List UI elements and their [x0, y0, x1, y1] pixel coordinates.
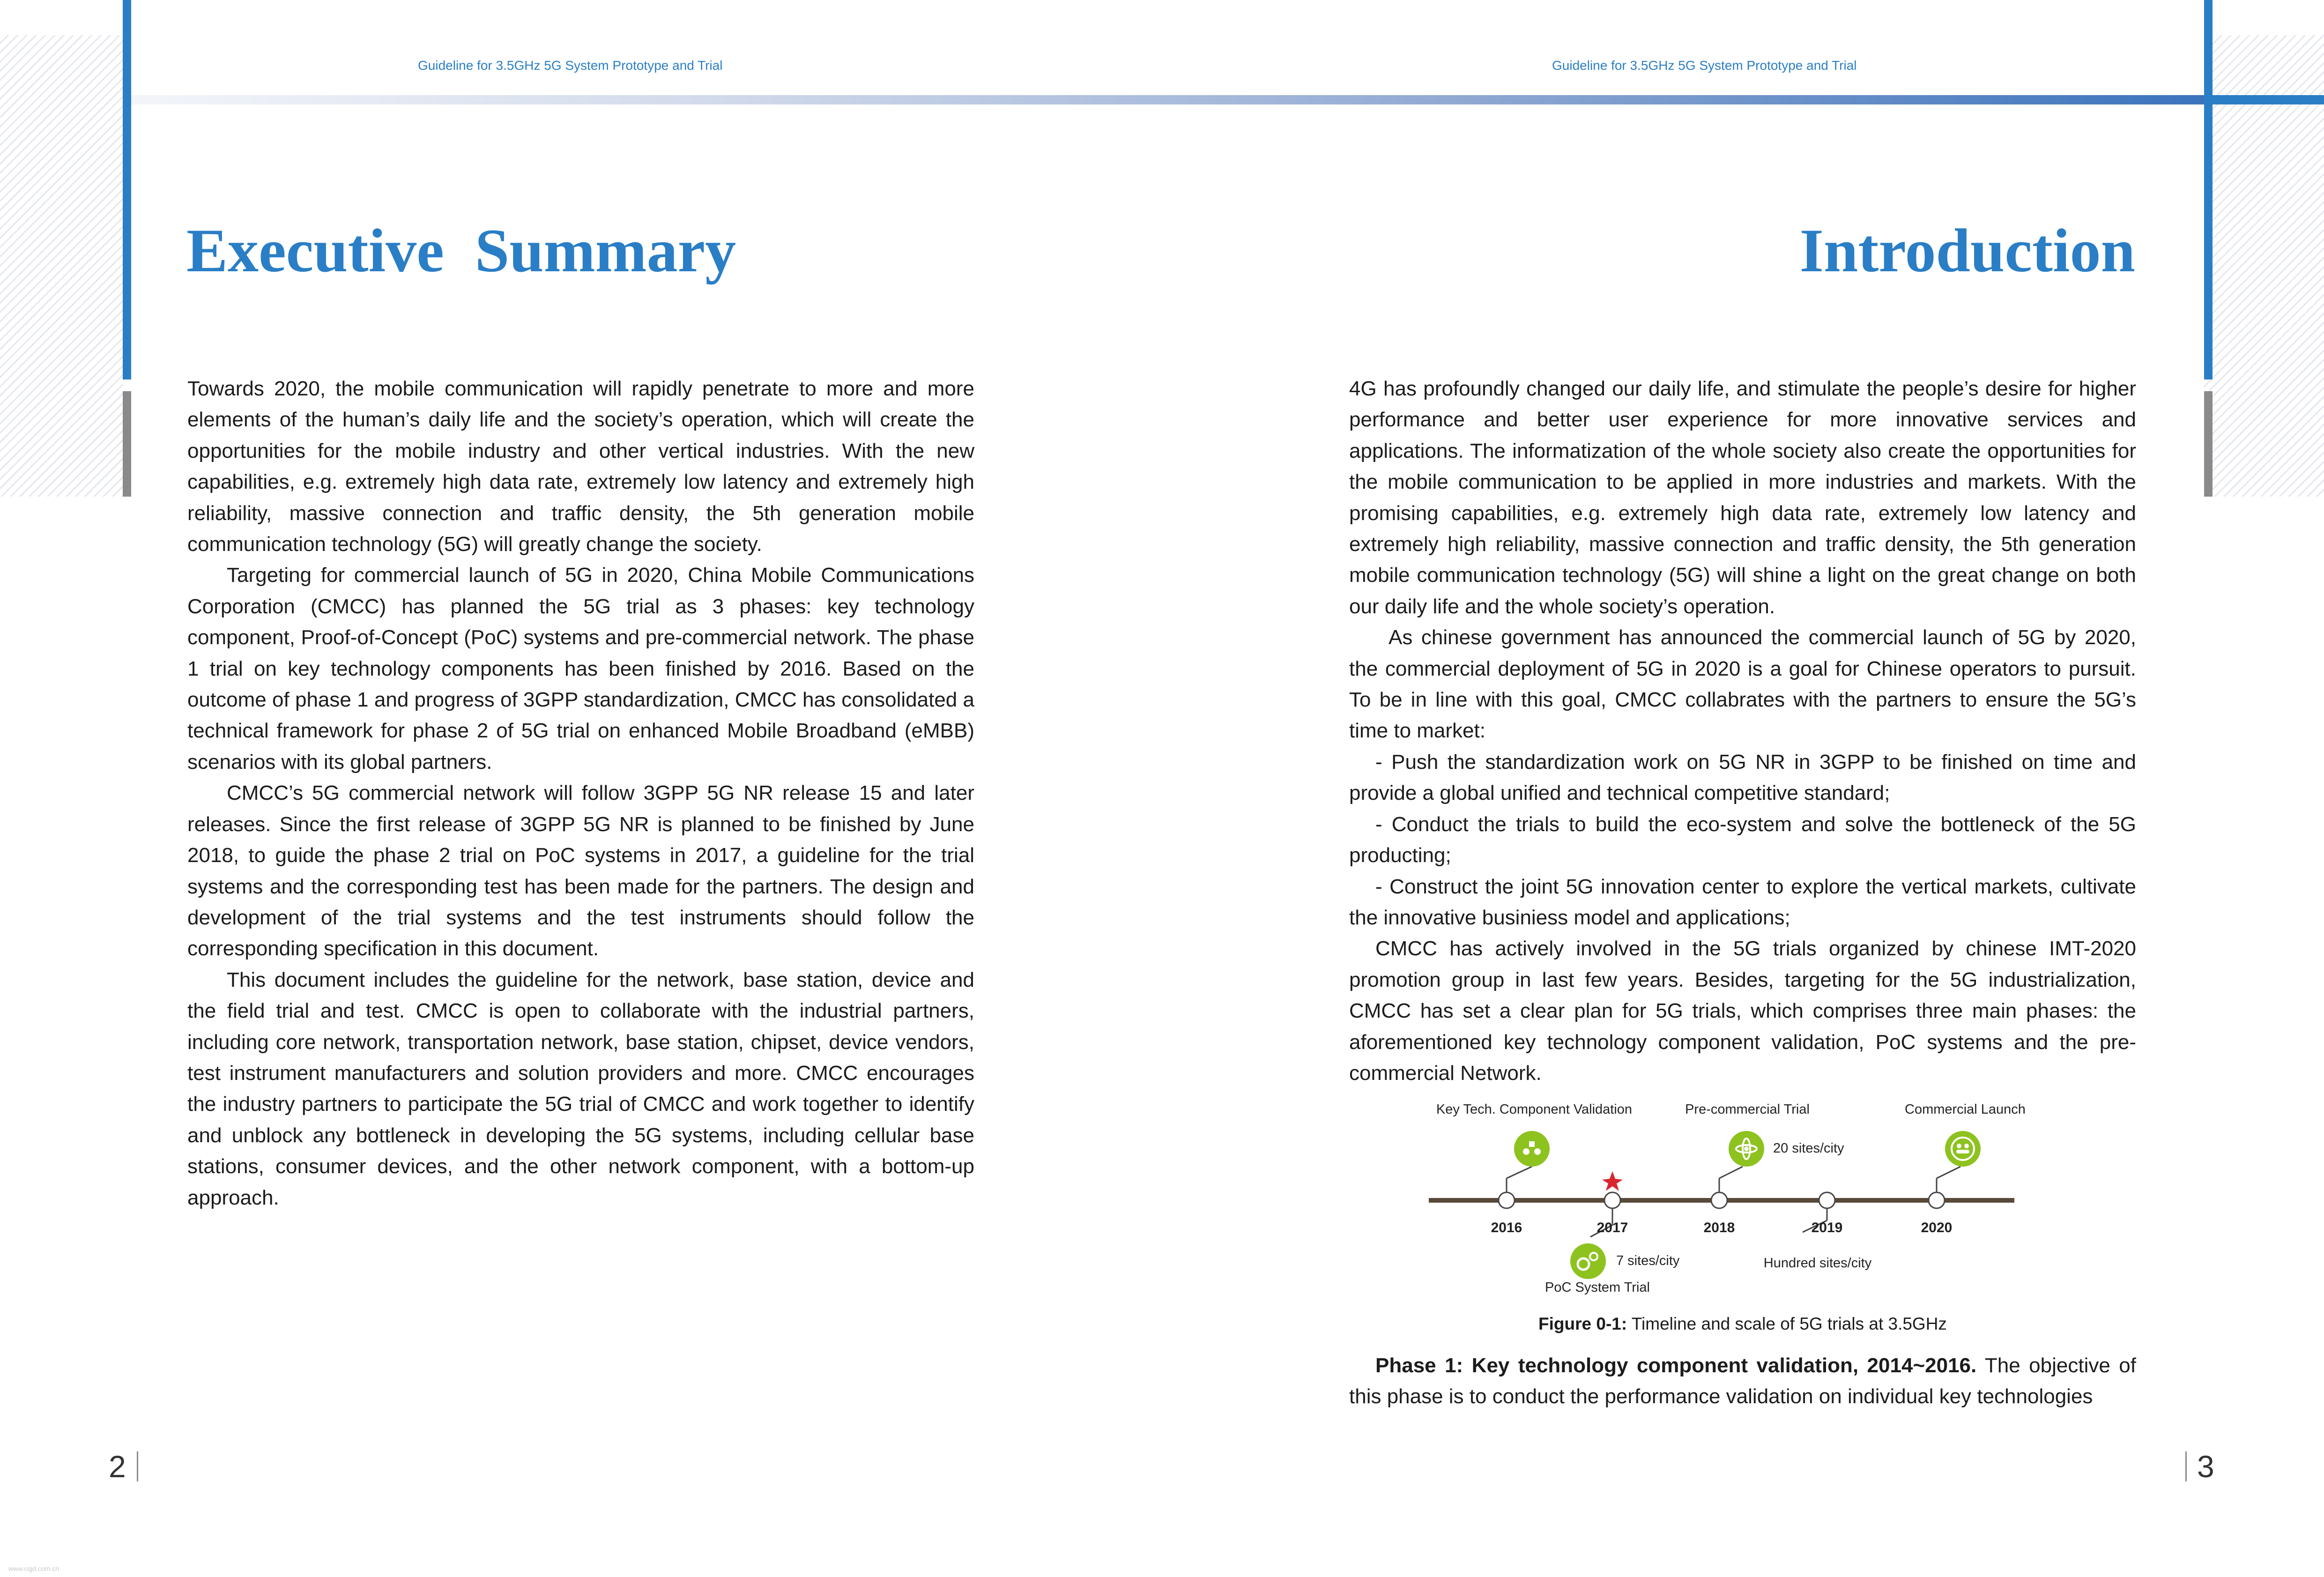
executive-summary-body	[187, 373, 974, 1213]
connector	[1937, 1167, 1960, 1178]
network-icon	[1514, 1131, 1550, 1167]
people-icon	[1945, 1131, 1981, 1167]
figure-label: Figure 0-1:	[1538, 1314, 1627, 1333]
star-icon	[1602, 1171, 1623, 1191]
timeline-label-key-tech: Key Tech. Component Validation	[1436, 1102, 1633, 1117]
header-gradient-band	[131, 95, 2204, 104]
year-label: 2019	[1811, 1220, 1843, 1235]
page-number-left: 2	[109, 1449, 126, 1484]
introduction-body	[1349, 373, 2136, 1089]
phase1-heading: Phase 1: Key technology component validation, 2014~2016.	[1375, 1354, 1977, 1377]
scale-label-7-sites: 7 sites/city	[1616, 1253, 1680, 1268]
left-accent-bar	[123, 0, 131, 379]
timeline-label-commercial-launch: Commercial Launch	[1905, 1102, 2026, 1117]
paragraph: Towards 2020, the mobile communication will rapidly penetrate to more and more elements of the human’s daily life and the society’s operation, which will create the opportunities for the mobile industry and other vertical industries. With the new capabilities, e.g. extremely high data rate, extremely low latency and extremely high reliability, massive connection and traffic density, the 5th generation mobile communication technology (5G) will greatly change the society.	[187, 377, 974, 556]
list-item: - Construct the joint 5G innovation center to explore the vertical markets, cultivate the innovative businiess model and applications;	[1349, 875, 2136, 929]
paragraph: As chinese government has announced the commercial launch of 5G by 2020, the commercial deployment of 5G in 2020 is a goal for Chinese operators to pursuit. To be in line with this goal, CMCC collabrates with the partners to ensure the 5G’s time to market:	[1349, 626, 2136, 743]
left-hatch-pattern	[0, 35, 123, 497]
scale-label-hundred-sites: Hundred sites/city	[1763, 1256, 1872, 1271]
header-band-right	[2213, 95, 2324, 104]
year-label: 2020	[1921, 1220, 1953, 1235]
paragraph	[1349, 1350, 2136, 1413]
paragraph: CMCC’s 5G commercial network will follow 3GPP 5G NR release 15 and later releases. Since the first release of 3GPP 5G NR is planned to be finished by June 2018, to guide the phase 2 trial on PoC systems in 2017, a guideline for the trial systems and the corresponding test has been made for the partners. The design and development of the trial systems and the test instruments should follow the corresponding specification in this document.	[187, 781, 974, 960]
page-number-divider	[2185, 1451, 2187, 1481]
timeline-node-2016	[1499, 1192, 1515, 1208]
list-item: - Conduct the trials to build the eco-system and solve the bottleneck of the 5G producting;	[1349, 812, 2136, 867]
list-item: - Push the standardization work on 5G NR in 3GPP to be finished on time and provide a global unified and technical competitive standard;	[1349, 750, 2136, 805]
timeline-node-2017	[1604, 1192, 1620, 1208]
paragraph: CMCC has actively involved in the 5G trials organized by chinese IMT-2020 promotion group in last few years. Besides, targeting for the 5G industrialization, CMCC has set a clear plan for 5G trials, which comprises three main phases: the aforementioned key technology component validation, PoC systems and the pre-commercial Network.	[1349, 937, 2136, 1085]
watermark: www.cqjd.com.cn	[8, 1565, 59, 1572]
atom-icon	[1729, 1131, 1764, 1167]
timeline-label-poc: PoC System Trial	[1545, 1280, 1650, 1295]
page-title-introduction: Introduction	[1799, 216, 2135, 285]
timeline-node-2019	[1819, 1192, 1835, 1208]
page-title-executive-summary: Executive Summary	[186, 216, 736, 285]
right-accent-bar	[2204, 0, 2213, 379]
connector	[1507, 1167, 1532, 1178]
left-grey-bar	[123, 391, 131, 497]
timeline-figure	[1349, 1092, 2136, 1307]
page-number-divider	[137, 1451, 138, 1481]
running-head-right: Guideline for 3.5GHz 5G System Prototype and Trial	[1552, 58, 1857, 73]
year-label: 2016	[1491, 1220, 1522, 1235]
phase1-section	[1349, 1350, 2136, 1413]
phase1-text: The objective of this phase is to conduct the performance validation on individual key technologies	[1349, 1354, 2136, 1408]
timeline-node-2020	[1929, 1192, 1945, 1208]
paragraph: 4G has profoundly changed our daily life, and stimulate the people’s desire for higher performance and better user experience for more innovative services and applications. The informatization of the whole society also create the opportunities for the mobile communication to be applied in more industries and markets. With the promising capabilities, e.g. extremely high data rate, extremely low latency and extremely high reliability, massive connection and traffic density, the 5th generation mobile communication technology (5G) will shine a light on the great change on both our daily life and the whole society’s operation.	[1349, 377, 2136, 618]
paragraph: Targeting for commercial launch of 5G in 2020, China Mobile Communications Corporation (CMCC) has planned the 5G trial as 3 phases: key technology component, Proof-of-Concept (PoC) systems and pre-commercial network. The phase 1 trial on key technology components has been finished by 2016. Based on the outcome of phase 1 and progress of 3GPP standardization, CMCC has consolidated a technical framework for phase 2 of 5G trial on enhanced Mobile Broadband (eMBB) scenarios with its global partners.	[187, 564, 974, 774]
timeline-diagram	[1349, 1092, 2136, 1307]
timeline-label-pre-commercial: Pre-commercial Trial	[1685, 1102, 1810, 1117]
figure-caption-text: Timeline and scale of 5G trials at 3.5GHz	[1627, 1314, 1947, 1333]
gears-icon	[1570, 1243, 1606, 1279]
timeline-node-2018	[1711, 1192, 1727, 1208]
scale-label-20-sites: 20 sites/city	[1773, 1141, 1844, 1156]
year-label: 2017	[1596, 1220, 1628, 1235]
connector	[1719, 1167, 1743, 1178]
running-head-left: Guideline for 3.5GHz 5G System Prototype and Trial	[418, 58, 723, 73]
paragraph: This document includes the guideline for the network, base station, device and the field trial and test. CMCC is open to collaborate with the industrial partners, including core network, transportation network, base station, chipset, device vendors, test instrument manufacturers and solution providers and more. CMCC encourages the industry partners to participate the 5G trial of CMCC and work together to identify and unblock any bottleneck in developing the 5G systems, including cellular base stations, consumer devices, and the other network component, with a bottom-up approach.	[187, 968, 974, 1209]
year-label: 2018	[1703, 1220, 1735, 1235]
page-number-right: 3	[2197, 1449, 2214, 1484]
right-grey-bar	[2204, 391, 2213, 497]
figure-caption	[1349, 1314, 2136, 1334]
